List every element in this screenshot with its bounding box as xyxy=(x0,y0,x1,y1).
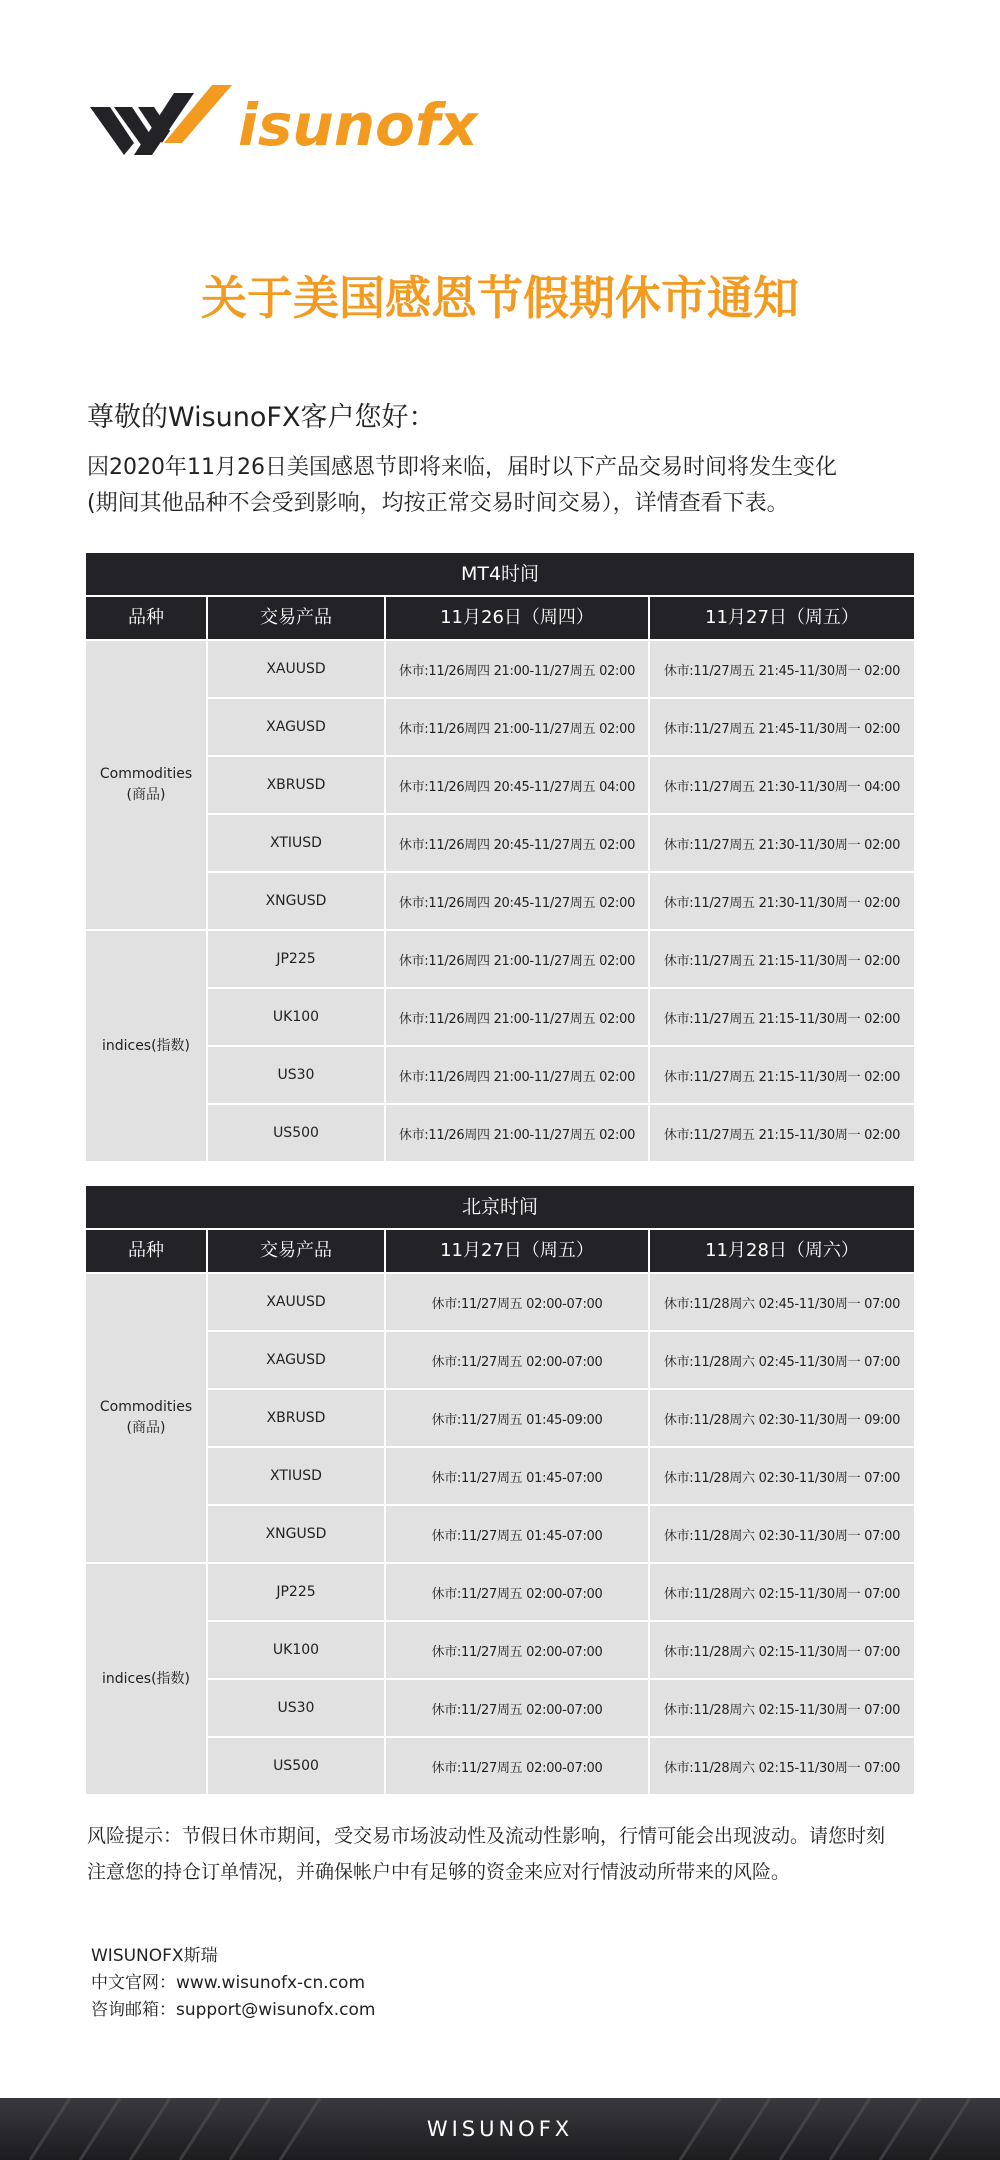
email-link[interactable]: 咨询邮箱：support@wisunofx.com xyxy=(91,2000,376,2020)
day1-cell: 休市:11/26周四 21:00-11/27周五 02:00 xyxy=(386,1047,650,1103)
table-row xyxy=(208,1047,914,1103)
contact-block xyxy=(91,1943,375,2024)
product-cell: US30 xyxy=(208,1680,386,1736)
intro-line-2: (期间其他品种不会受到影响，均按正常交易时间交易），详情查看下表。 xyxy=(87,491,789,516)
header-day2: 11月28日（周六） xyxy=(705,1240,859,1261)
table-row xyxy=(208,1105,914,1161)
day1-cell: 休市:11/26周四 21:00-11/27周五 02:00 xyxy=(386,699,650,755)
product-cell: US500 xyxy=(208,1105,386,1161)
day2-cell: 休市:11/27周五 21:45-11/30周一 02:00 xyxy=(650,641,914,697)
table-row xyxy=(208,931,914,987)
product-cell: XAUUSD xyxy=(208,641,386,697)
day2-cell: 休市:11/27周五 21:15-11/30周一 02:00 xyxy=(650,931,914,987)
product-cell: XNGUSD xyxy=(208,873,386,929)
table-row xyxy=(208,873,914,929)
day1-cell: 休市:11/26周四 21:00-11/27周五 02:00 xyxy=(386,931,650,987)
product-cell: JP225 xyxy=(208,931,386,987)
table-row xyxy=(208,1332,914,1388)
product-cell: XAGUSD xyxy=(208,1332,386,1388)
table-row xyxy=(208,1448,914,1504)
page-title: 关于美国感恩节假期休市通知 xyxy=(201,271,799,325)
product-cell: US500 xyxy=(208,1738,386,1794)
mt4-schedule-table xyxy=(86,553,914,1161)
table-row xyxy=(208,989,914,1045)
table-title: MT4时间 xyxy=(86,553,914,595)
header-category: 品种 xyxy=(86,597,208,639)
day2-cell: 休市:11/27周五 21:30-11/30周一 02:00 xyxy=(650,873,914,929)
product-cell: XBRUSD xyxy=(208,1390,386,1446)
table-row xyxy=(208,641,914,697)
risk-line-1: 风险提示：节假日休市期间，受交易市场波动性及流动性影响，行情可能会出现波动。请您时刻 xyxy=(87,1825,886,1847)
table-row xyxy=(208,1506,914,1562)
table-row xyxy=(208,1564,914,1620)
group-label: Commodities xyxy=(99,1399,193,1415)
product-cell: XTIUSD xyxy=(208,815,386,871)
product-cell: XNGUSD xyxy=(208,1506,386,1562)
table-header-row xyxy=(86,1230,914,1272)
footer-banner xyxy=(0,2098,1000,2160)
table-row xyxy=(208,1622,914,1678)
day1-cell: 休市:11/27周五 02:00-07:00 xyxy=(386,1680,650,1736)
day2-cell: 休市:11/27周五 21:15-11/30周一 02:00 xyxy=(650,1047,914,1103)
table-row xyxy=(208,815,914,871)
day1-cell: 休市:11/27周五 02:00-07:00 xyxy=(386,1622,650,1678)
day2-cell: 休市:11/27周五 21:15-11/30周一 02:00 xyxy=(650,989,914,1045)
header-product: 交易产品 xyxy=(208,597,386,639)
day2-cell: 休市:11/27周五 21:45-11/30周一 02:00 xyxy=(650,699,914,755)
intro-paragraph xyxy=(87,450,917,522)
product-cell: US30 xyxy=(208,1047,386,1103)
table-row xyxy=(208,1274,914,1330)
day1-cell: 休市:11/26周四 20:45-11/27周五 02:00 xyxy=(386,873,650,929)
day2-cell: 休市:11/28周六 02:30-11/30周一 07:00 xyxy=(650,1448,914,1504)
header-day1: 11月26日（周四） xyxy=(386,597,650,639)
group-label: Commodities xyxy=(99,766,193,782)
day2-cell: 休市:11/28周六 02:15-11/30周一 07:00 xyxy=(650,1738,914,1794)
greeting-text: 尊敬的WisunoFX客户您好： xyxy=(87,402,436,433)
product-cell: XAUUSD xyxy=(208,1274,386,1330)
product-cell: XBRUSD xyxy=(208,757,386,813)
day1-cell: 休市:11/26周四 21:00-11/27周五 02:00 xyxy=(386,989,650,1045)
day1-cell: 休市:11/27周五 02:00-07:00 xyxy=(386,1274,650,1330)
group-sublabel: (商品) xyxy=(126,1420,166,1436)
table-body xyxy=(86,1272,914,1794)
website-link[interactable]: 中文官网：www.wisunofx-cn.com xyxy=(91,1973,366,1993)
brand-logo xyxy=(90,85,478,165)
group-indices: indices(指数) xyxy=(86,1564,208,1794)
logo-mark-icon xyxy=(90,85,250,165)
day1-cell: 休市:11/27周五 01:45-07:00 xyxy=(386,1448,650,1504)
footer-brand: WISUNOFX xyxy=(426,2117,574,2141)
day2-cell: 休市:11/27周五 21:30-11/30周一 02:00 xyxy=(650,815,914,871)
group-commodities xyxy=(86,1274,208,1562)
table-row xyxy=(208,1738,914,1794)
day1-cell: 休市:11/27周五 02:00-07:00 xyxy=(386,1332,650,1388)
day1-cell: 休市:11/26周四 21:00-11/27周五 02:00 xyxy=(386,1105,650,1161)
day1-cell: 休市:11/27周五 02:00-07:00 xyxy=(386,1564,650,1620)
table-header-row xyxy=(86,597,914,639)
day1-cell: 休市:11/27周五 01:45-07:00 xyxy=(386,1506,650,1562)
day1-cell: 休市:11/26周四 20:45-11/27周五 04:00 xyxy=(386,757,650,813)
product-cell: XTIUSD xyxy=(208,1448,386,1504)
day1-cell: 休市:11/26周四 20:45-11/27周五 02:00 xyxy=(386,815,650,871)
table-row xyxy=(208,1390,914,1446)
day2-cell: 休市:11/27周五 21:15-11/30周一 02:00 xyxy=(650,1105,914,1161)
risk-notice xyxy=(87,1818,917,1890)
header-day1: 11月27日（周五） xyxy=(386,1230,650,1272)
day1-cell: 休市:11/27周五 01:45-09:00 xyxy=(386,1390,650,1446)
day1-cell: 休市:11/26周四 21:00-11/27周五 02:00 xyxy=(386,641,650,697)
day1-cell: 休市:11/27周五 02:00-07:00 xyxy=(386,1738,650,1794)
product-cell: XAGUSD xyxy=(208,699,386,755)
table-row xyxy=(208,699,914,755)
day2-cell: 休市:11/28周六 02:15-11/30周一 07:00 xyxy=(650,1680,914,1736)
table-title: 北京时间 xyxy=(86,1186,914,1228)
group-commodities xyxy=(86,641,208,929)
day2-cell: 休市:11/28周六 02:30-11/30周一 07:00 xyxy=(650,1506,914,1562)
day2-cell: 休市:11/28周六 02:30-11/30周一 09:00 xyxy=(650,1390,914,1446)
company-name: WISUNOFX斯瑞 xyxy=(91,1946,218,1966)
day2-cell: 休市:11/28周六 02:45-11/30周一 07:00 xyxy=(650,1274,914,1330)
beijing-schedule-table xyxy=(86,1186,914,1794)
day2-cell: 休市:11/28周六 02:15-11/30周一 07:00 xyxy=(650,1622,914,1678)
day2-cell: 休市:11/27周五 21:30-11/30周一 04:00 xyxy=(650,757,914,813)
logo-wordmark: isunofx xyxy=(238,91,478,159)
table-row xyxy=(208,757,914,813)
product-cell: UK100 xyxy=(208,1622,386,1678)
group-sublabel: (商品) xyxy=(126,787,166,803)
header-product: 交易产品 xyxy=(208,1230,386,1272)
header-category: 品种 xyxy=(86,1230,208,1272)
header-day2: 11月27日（周五） xyxy=(705,607,859,628)
table-body xyxy=(86,639,914,1161)
product-cell: UK100 xyxy=(208,989,386,1045)
table-row xyxy=(208,1680,914,1736)
intro-line-1: 因2020年11月26日美国感恩节即将来临，届时以下产品交易时间将发生变化 xyxy=(87,455,837,480)
risk-line-2: 注意您的持仓订单情况，并确保帐户中有足够的资金来应对行情波动所带来的风险。 xyxy=(87,1861,791,1883)
group-indices: indices(指数) xyxy=(86,931,208,1161)
day2-cell: 休市:11/28周六 02:45-11/30周一 07:00 xyxy=(650,1332,914,1388)
day2-cell: 休市:11/28周六 02:15-11/30周一 07:00 xyxy=(650,1564,914,1620)
product-cell: JP225 xyxy=(208,1564,386,1620)
